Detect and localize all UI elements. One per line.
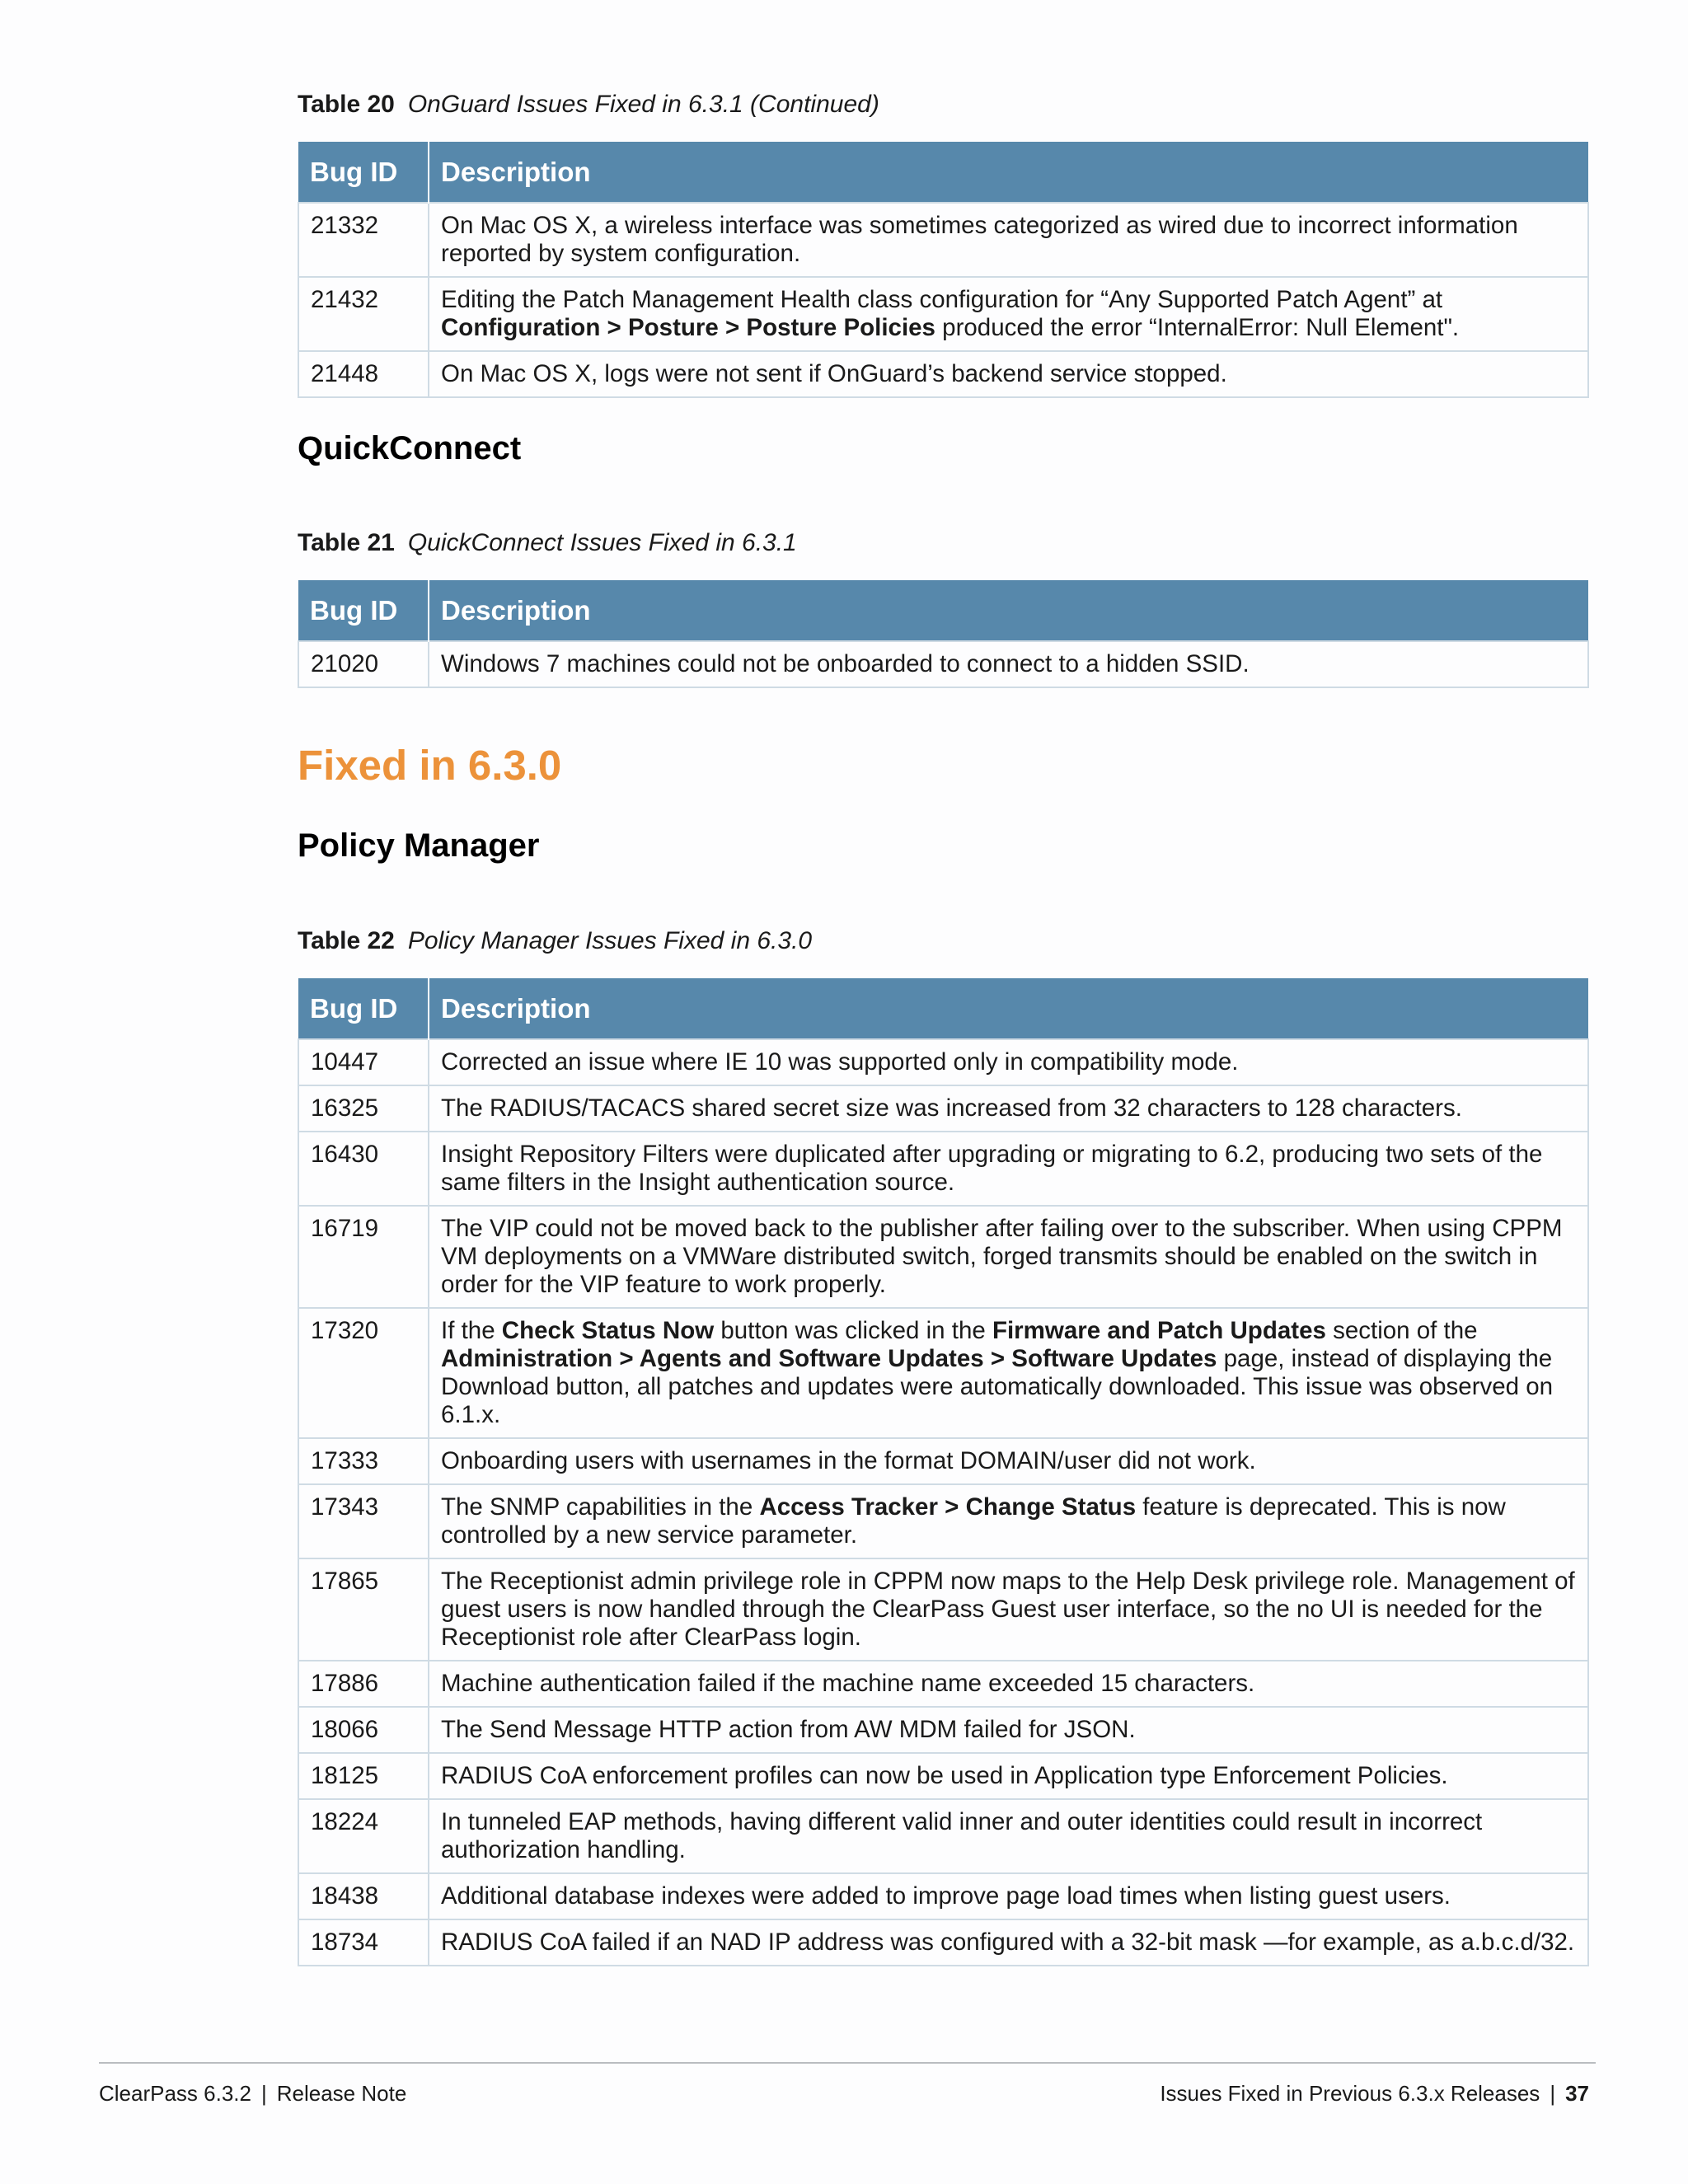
- description-cell: On Mac OS X, a wireless interface was sometimes categorized as wired due to incorrect information reported by system configuration.: [429, 203, 1588, 277]
- section-heading-policy-manager: Policy Manager: [298, 827, 540, 864]
- table-21-caption: [298, 529, 797, 557]
- table-number: Table 21: [298, 529, 395, 556]
- description-cell: The Send Message HTTP action from AW MDM failed for JSON.: [429, 1707, 1588, 1753]
- page-number: 37: [1565, 2081, 1589, 2106]
- table-row: [298, 641, 1588, 687]
- table-title: QuickConnect Issues Fixed in 6.3.1: [407, 529, 797, 556]
- footer-section: Issues Fixed in Previous 6.3.x Releases: [1160, 2081, 1540, 2106]
- table-row: [298, 1085, 1588, 1132]
- table-row: [298, 351, 1588, 397]
- table-header-row: [298, 142, 1588, 203]
- column-header-bug-id: Bug ID: [298, 142, 429, 203]
- bug-id-cell: 10447: [298, 1039, 429, 1085]
- footer-separator: |: [260, 2081, 267, 2106]
- bug-id-cell: 21332: [298, 203, 429, 277]
- table-20-caption: [298, 91, 879, 119]
- footer-right: [1160, 2081, 1589, 2107]
- table-number: Table 20: [298, 91, 395, 118]
- footer-product: ClearPass 6.3.2: [99, 2081, 251, 2106]
- table-20: [298, 142, 1589, 398]
- table-22-caption: [298, 927, 812, 955]
- description-cell: Onboarding users with usernames in the format DOMAIN/user did not work.: [429, 1438, 1588, 1484]
- bug-id-cell: 18066: [298, 1707, 429, 1753]
- table-row: [298, 1132, 1588, 1206]
- column-header-bug-id: Bug ID: [298, 580, 429, 641]
- footer-separator: |: [1550, 2081, 1556, 2106]
- table-row: [298, 1558, 1588, 1661]
- table-row: [298, 1919, 1588, 1966]
- bug-id-cell: 18125: [298, 1753, 429, 1799]
- bug-id-cell: 21432: [298, 277, 429, 351]
- bug-id-cell: 18734: [298, 1919, 429, 1966]
- bug-id-cell: 17343: [298, 1484, 429, 1558]
- table-22: [298, 978, 1589, 1966]
- bug-id-cell: 17333: [298, 1438, 429, 1484]
- description-cell: The RADIUS/TACACS shared secret size was increased from 32 characters to 128 characters.: [429, 1085, 1588, 1132]
- bug-id-cell: 16719: [298, 1206, 429, 1308]
- table-21: [298, 580, 1589, 688]
- bug-id-cell: 16430: [298, 1132, 429, 1206]
- description-cell: Additional database indexes were added to improve page load times when listing guest users.: [429, 1873, 1588, 1919]
- description-cell: The VIP could not be moved back to the publisher after failing over to the subscriber. When using CPPM VM deployments on a VMWare distributed switch, forged transmits should be enabled on the switch in order for the VIP feature to work properly.: [429, 1206, 1588, 1308]
- description-cell: Corrected an issue where IE 10 was supported only in compatibility mode.: [429, 1039, 1588, 1085]
- bug-id-cell: 17886: [298, 1661, 429, 1707]
- description-cell: RADIUS CoA enforcement profiles can now be used in Application type Enforcement Policies.: [429, 1753, 1588, 1799]
- column-header-description: Description: [429, 142, 1588, 203]
- description-cell: On Mac OS X, logs were not sent if OnGuard’s backend service stopped.: [429, 351, 1588, 397]
- table-row: [298, 1438, 1588, 1484]
- bug-id-cell: 21020: [298, 641, 429, 687]
- description-cell: Windows 7 machines could not be onboarded to connect to a hidden SSID.: [429, 641, 1588, 687]
- bug-id-cell: 18224: [298, 1799, 429, 1873]
- bug-id-cell: 17865: [298, 1558, 429, 1661]
- table-row: [298, 1753, 1588, 1799]
- description-cell: Machine authentication failed if the machine name exceeded 15 characters.: [429, 1661, 1588, 1707]
- table-row: [298, 1039, 1588, 1085]
- description-cell: The Receptionist admin privilege role in CPPM now maps to the Help Desk privilege role. Management of guest users is now handled through the ClearPass Guest user interface, so the no UI is needed for the Receptionist role after ClearPass login.: [429, 1558, 1588, 1661]
- table-header-row: [298, 580, 1588, 641]
- main-heading-fixed-in-6-3-0: Fixed in 6.3.0: [298, 742, 562, 789]
- description-cell: Insight Repository Filters were duplicated after upgrading or migrating to 6.2, producing two sets of the same filters in the Insight authentication source.: [429, 1132, 1588, 1206]
- column-header-description: Description: [429, 978, 1588, 1039]
- table-header-row: [298, 978, 1588, 1039]
- table-row: [298, 1206, 1588, 1308]
- table-row: [298, 1308, 1588, 1438]
- description-cell: RADIUS CoA failed if an NAD IP address was configured with a 32-bit mask —for example, as a.b.c.d/32.: [429, 1919, 1588, 1966]
- table-row: [298, 203, 1588, 277]
- column-header-description: Description: [429, 580, 1588, 641]
- section-heading-quickconnect: QuickConnect: [298, 430, 522, 466]
- footer-doc-title: Release Note: [276, 2081, 407, 2106]
- description-cell: In tunneled EAP methods, having different valid inner and outer identities could result in incorrect authorization handling.: [429, 1799, 1588, 1873]
- footer-divider: [99, 2062, 1596, 2064]
- description-cell: The SNMP capabilities in the Access Tracker > Change Status feature is deprecated. This is now controlled by a new service parameter.: [429, 1484, 1588, 1558]
- table-row: [298, 1873, 1588, 1919]
- table-number: Table 22: [298, 927, 395, 954]
- table-title: Policy Manager Issues Fixed in 6.3.0: [407, 927, 813, 954]
- bug-id-cell: 16325: [298, 1085, 429, 1132]
- table-row: [298, 277, 1588, 351]
- table-row: [298, 1484, 1588, 1558]
- table-row: [298, 1707, 1588, 1753]
- bug-id-cell: 18438: [298, 1873, 429, 1919]
- bug-id-cell: 21448: [298, 351, 429, 397]
- table-row: [298, 1799, 1588, 1873]
- description-cell: If the Check Status Now button was clicked in the Firmware and Patch Updates section of the Administration > Agents and Software Updates > Software Updates page, instead of displaying the Download button, all patches and updates were automatically downloaded. This issue was observed on 6.1.x.: [429, 1308, 1588, 1438]
- table-title: OnGuard Issues Fixed in 6.3.1 (Continued): [407, 91, 879, 118]
- description-cell: Editing the Patch Management Health class configuration for “Any Supported Patch Agent” at Configuration > Posture > Posture Policies produced the error “InternalError: Null Element".: [429, 277, 1588, 351]
- bug-id-cell: 17320: [298, 1308, 429, 1438]
- table-row: [298, 1661, 1588, 1707]
- column-header-bug-id: Bug ID: [298, 978, 429, 1039]
- footer-left: [99, 2081, 406, 2107]
